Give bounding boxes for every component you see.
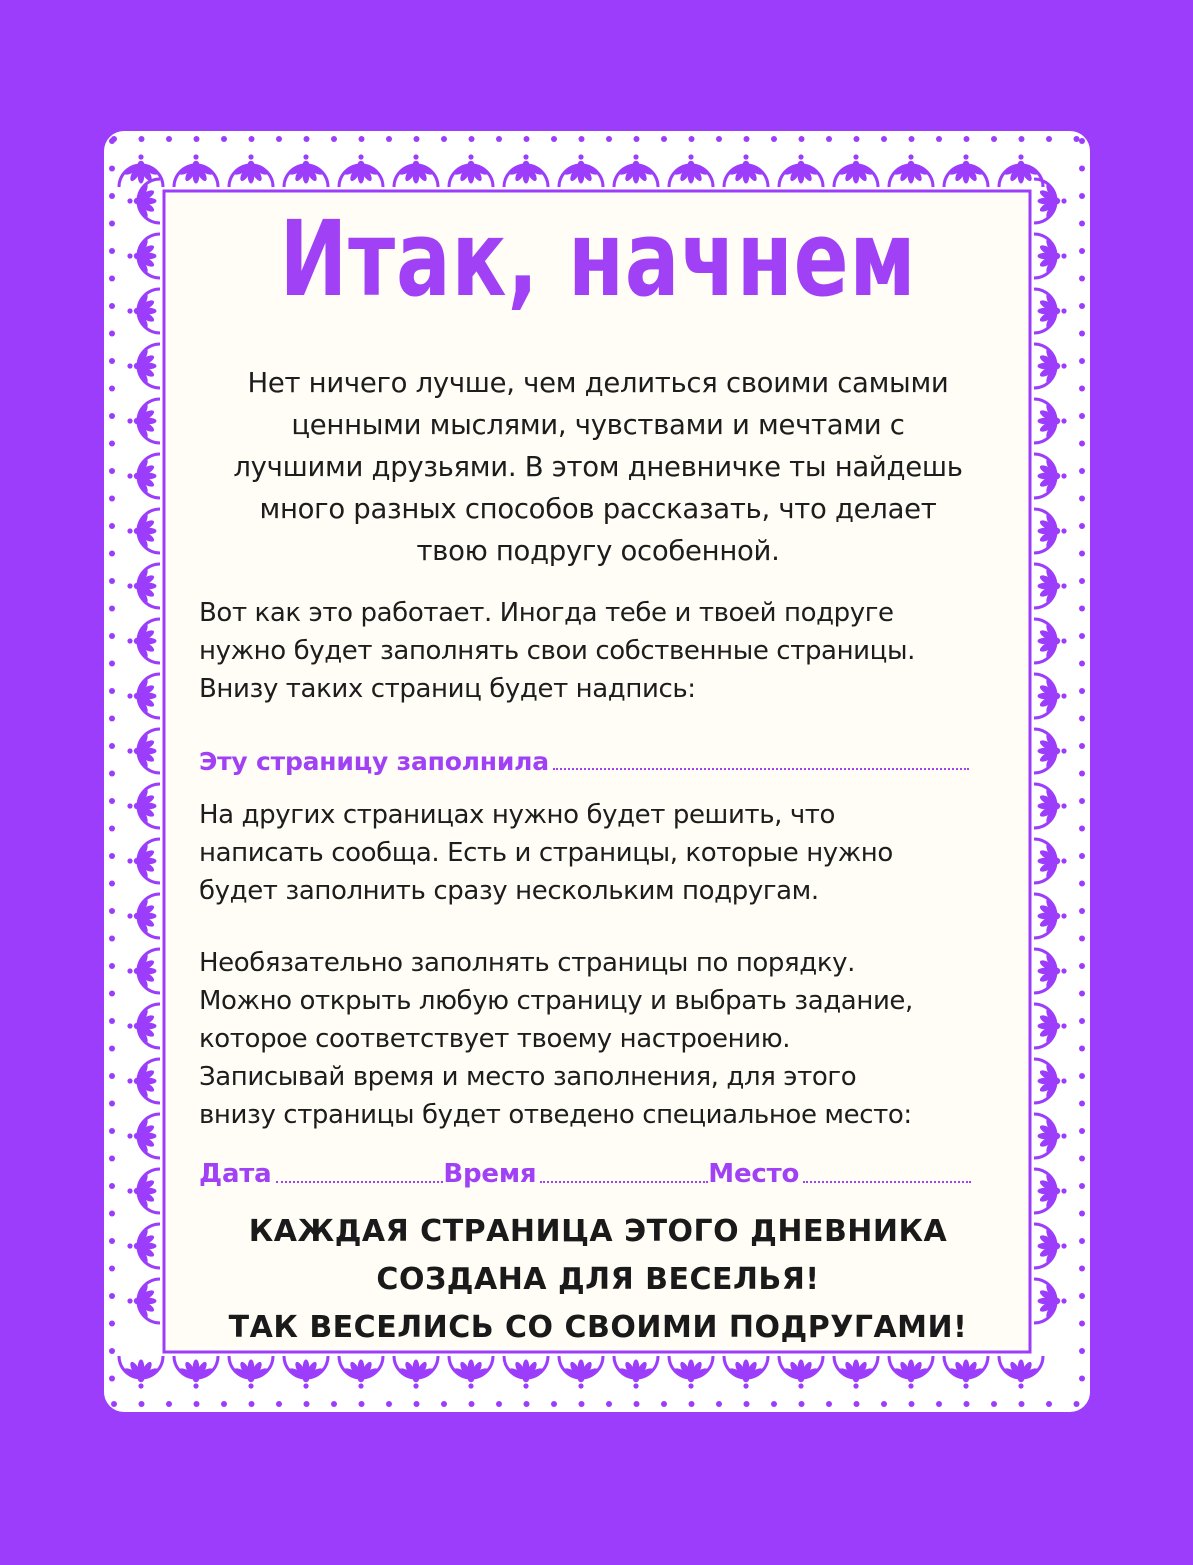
paragraph-line: внизу страницы будет отведено специальное место: bbox=[199, 1100, 912, 1130]
paragraph-line: Можно открыть любую страницу и выбрать задание, bbox=[199, 986, 913, 1016]
together-paragraph bbox=[199, 796, 999, 910]
place-label: Место bbox=[708, 1159, 800, 1189]
intro-line: лучшими друзьями. В этом дневничке ты найдешь bbox=[233, 451, 963, 483]
paragraph-line: Записывай время и место заполнения, для этого bbox=[199, 1062, 857, 1092]
dotted-line bbox=[540, 1181, 708, 1183]
paragraph-line: написать сообща. Есть и страницы, которые нужно bbox=[199, 838, 893, 868]
how-it-works-paragraph bbox=[199, 594, 999, 708]
intro-line: твою подругу особенной. bbox=[416, 535, 780, 567]
closing-message bbox=[190, 1208, 1006, 1352]
date-label: Дата bbox=[199, 1159, 272, 1189]
paragraph-line: которое соответствует твоему настроению. bbox=[199, 1024, 791, 1054]
filled-by-line bbox=[199, 736, 969, 776]
closing-line: ТАК ВЕСЕЛИСЬ СО СВОИМИ ПОДРУГАМИ! bbox=[228, 1310, 968, 1345]
page-title: Итак, начнем bbox=[279, 198, 917, 320]
paragraph-line: нужно будет заполнять свои собственные страницы. bbox=[199, 636, 915, 666]
paragraph-line: На других страницах нужно будет решить, что bbox=[199, 800, 836, 830]
intro-paragraph bbox=[190, 362, 1006, 572]
closing-line: СОЗДАНА ДЛЯ ВЕСЕЛЬЯ! bbox=[376, 1262, 820, 1297]
time-label: Время bbox=[443, 1159, 537, 1189]
paragraph-line: Необязательно заполнять страницы по порядку. bbox=[199, 948, 856, 978]
order-paragraph bbox=[199, 944, 999, 1134]
dotted-line bbox=[803, 1181, 971, 1183]
intro-line: ценными мыслями, чувствами и мечтами с bbox=[291, 409, 905, 441]
date-time-place-line bbox=[199, 1153, 971, 1189]
intro-line: Нет ничего лучше, чем делиться своими самыми bbox=[247, 367, 949, 399]
paragraph-line: Внизу таких страниц будет надпись: bbox=[199, 674, 696, 704]
intro-line: много разных способов рассказать, что делает bbox=[259, 493, 937, 525]
closing-line: КАЖДАЯ СТРАНИЦА ЭТОГО ДНЕВНИКА bbox=[248, 1214, 948, 1249]
filled-by-label: Эту страницу заполнила bbox=[199, 747, 549, 776]
dotted-line bbox=[276, 1181, 444, 1183]
paragraph-line: будет заполнить сразу нескольким подругам. bbox=[199, 876, 819, 906]
paragraph-line: Вот как это работает. Иногда тебе и твоей подруге bbox=[199, 598, 894, 628]
dotted-line bbox=[553, 768, 969, 770]
